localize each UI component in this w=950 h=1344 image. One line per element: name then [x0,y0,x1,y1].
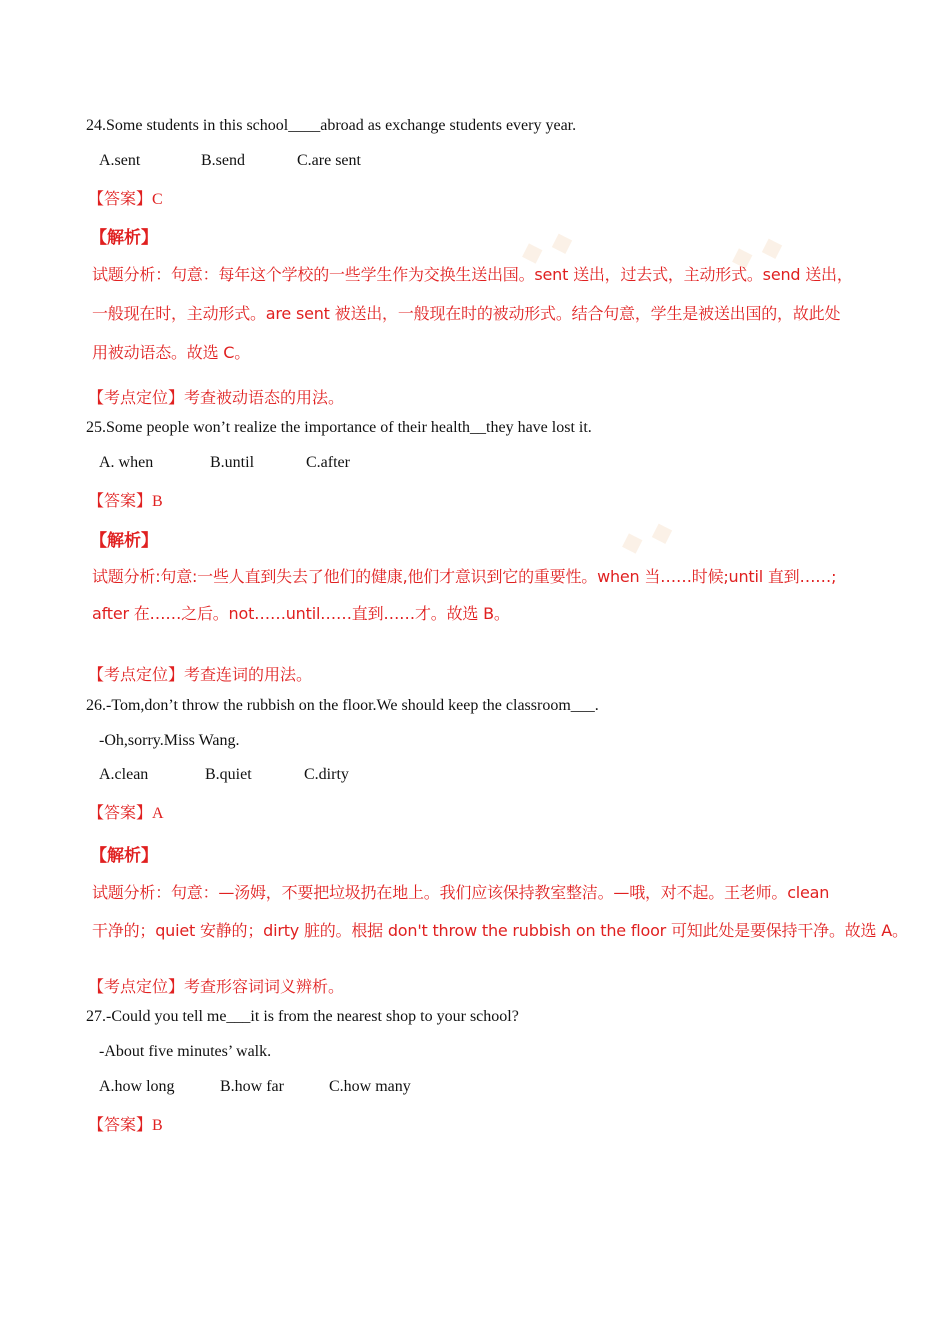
option-b: B.until [210,454,255,471]
question-24-kaodian: 【考点定位】考查被动语态的用法。 [88,390,345,407]
question-24-options [99,152,361,170]
question-25-options [99,454,350,472]
option-c: C.dirty [304,766,349,783]
question-25-kaodian: 【考点定位】考查连词的用法。 [88,667,313,684]
option-b: B.send [201,152,245,169]
option-a: A.how long [99,1078,175,1095]
option-b: B.quiet [205,766,252,783]
question-26-kaodian: 【考点定位】考查形容词词义辨析。 [88,979,345,996]
question-24-stem: 24.Some students in this school____abroad as exchange students every year. [86,117,577,134]
question-25-analysis-label: 【解析】 [90,531,158,551]
question-26-answer: 【答案】A [88,805,164,822]
question-27-reply: -About five minutes’ walk. [99,1043,272,1060]
question-24-analysis-line-1: 试题分析：句意：每年这个学校的一些学生作为交换生送出国。sent 送出，过去式，主动形式。send 送出， [92,265,853,284]
question-25-analysis-line-2: after 在……之后。not……until……直到……才。故选 B。 [92,604,510,623]
question-24-answer: 【答案】C [88,191,163,208]
question-25-answer: 【答案】B [88,493,163,510]
option-c: C.after [306,454,350,471]
question-27-options [99,1078,411,1096]
option-b: B.how far [220,1078,284,1095]
question-27-stem: 27.-Could you tell me___it is from the nearest shop to your school? [86,1008,519,1025]
question-24-analysis-line-2: 一般现在时，主动形式。are sent 被送出，一般现在时的被动形式。结合句意，学生是被送出国的，故此处 [92,304,841,323]
question-25-analysis-line-1: 试题分析:句意:一些人直到失去了他们的健康,他们才意识到它的重要性。when 当……时候;until 直到……; [92,567,837,586]
question-26-analysis-line-2: 干净的；quiet 安静的；dirty 脏的。根据 don't throw the rubbish on the floor 可知此处是要保持干净。故选 A。 [92,921,908,940]
question-26-reply: -Oh,sorry.Miss Wang. [99,732,240,749]
question-26-options [99,766,349,784]
question-26-analysis-line-1: 试题分析：句意：—汤姆，不要把垃圾扔在地上。我们应该保持教室整洁。—哦，对不起。王老师。clean [92,883,830,902]
watermark-logo: ◆ ◆ [726,227,787,276]
option-a: A. when [99,454,154,471]
watermark-logo: ◆ ◆ [516,222,577,271]
question-24-analysis-label: 【解析】 [90,228,158,248]
option-c: C.are sent [297,152,361,169]
question-27-answer: 【答案】B [88,1117,163,1134]
question-24-analysis-line-3: 用被动语态。故选 C。 [92,343,251,362]
option-c: C.how many [329,1078,411,1095]
option-a: A.clean [99,766,149,783]
watermark-logo: ◆ ◆ [616,512,677,561]
question-25-stem: 25.Some people won’t realize the importance of their health__they have lost it. [86,419,592,436]
option-a: A.sent [99,152,141,169]
question-26-analysis-label: 【解析】 [90,846,158,866]
question-26-stem: 26.-Tom,don’t throw the rubbish on the floor.We should keep the classroom___. [86,697,599,714]
